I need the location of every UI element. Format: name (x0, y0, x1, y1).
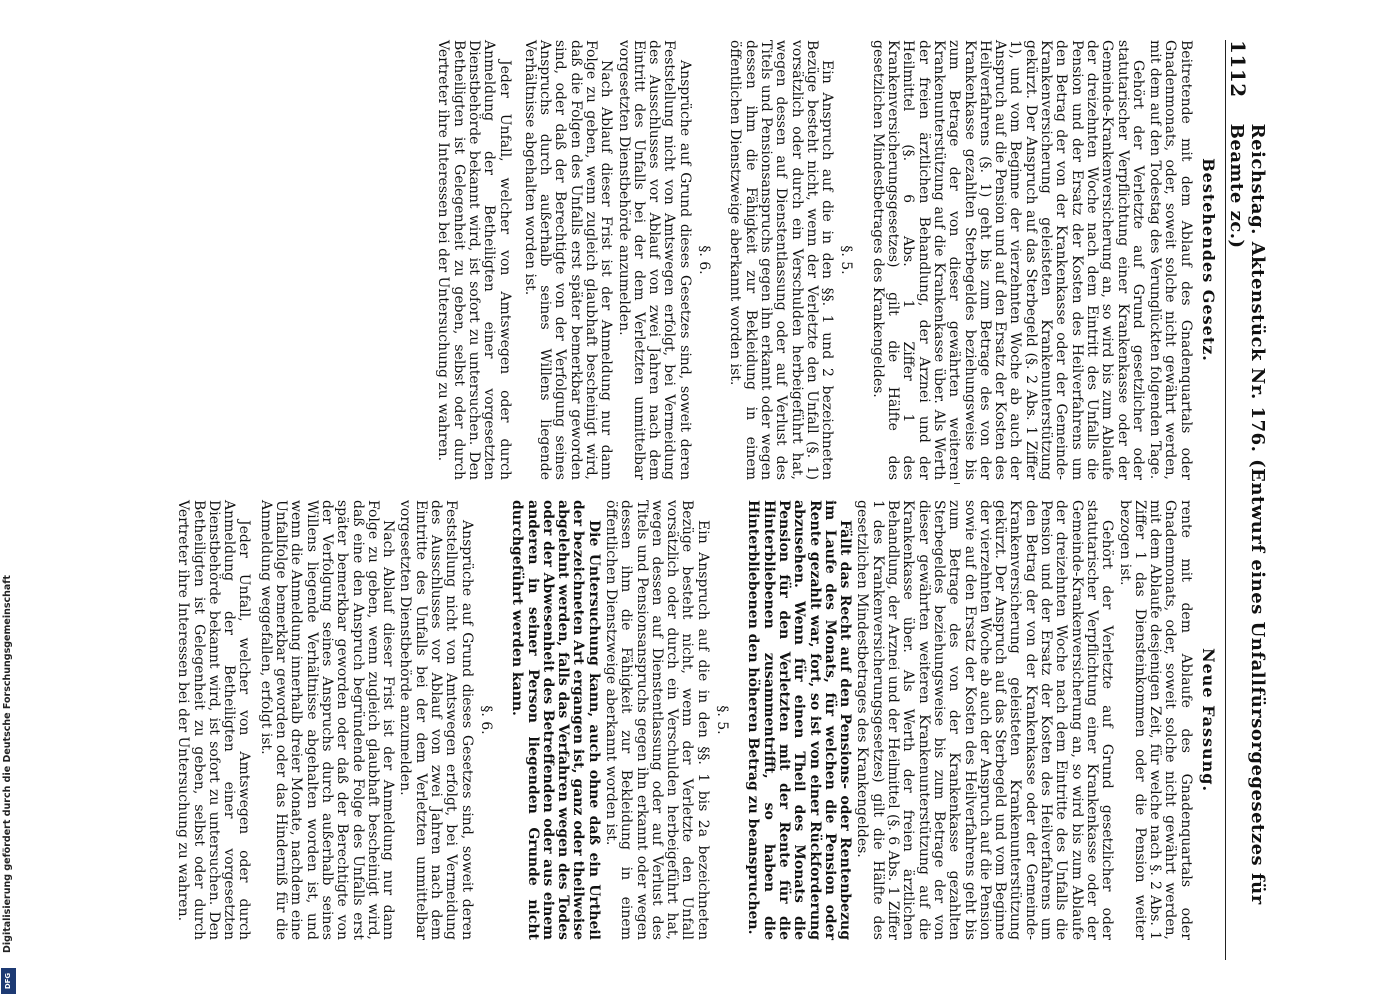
paragraph: Ein Anspruch auf die in den §§. 1 und 2 bezeichneten Bezüge besteht nicht, wenn der Verletzte den Unfall (§. 1) vorsätzlich oder durch ein Verschulden herbeigeführt hat, wegen dessen auf Dienstentlassung oder auf Verlust des Titels und Pensionsanspruchs gegen ihn erkannt oder wegen dessen ihm die Fähigkeit zur Bekleidung in einem öffentlichen Dienstzweige aberkannt worden ist. (727, 40, 836, 480)
section-heading: §. 5. (714, 705, 731, 735)
paragraph: Nach Ablauf dieser Frist ist der Anmeldung nur dann Folge zu geben, wenn zugleich glaubhaft bescheinigt wird, daß eine den Anspruch begründende Folge des Unfalls erst später bemerkbar geworden oder daß der Berechtigte von der Verfolgung seines Anspruchs durch außerhalb seines Willens liegende Verhältnisse abgehalten worden ist, und wenn die Anmeldung innerhalb dreier Monate, nachdem eine Unfallfolge bemerkbar geworden oder das Hinderniß für die Anmeldung weggefallen, erfolgt ist. (257, 500, 397, 940)
credit-text: Digitalisierung gefördert durch die Deutsche Forschungsgemeinschaft (2, 575, 13, 953)
digitization-credit (0, 0, 18, 1000)
left-column-existing-law (433, 40, 1220, 480)
paragraph: Jeder Unfall, welcher von Amtswegen oder durch Anmeldung der Betheiligten einer vorgesetzten Dienstbehörde bekannt wird, ist sofort zu untersuchen. Den Betheiligten ist Gelegenheit zu geben, selbst oder durch Vertreter ihre Interessen bei der Untersuchung zu wahren. (175, 500, 253, 940)
running-head: Reichstag. Aktenstück Nr. 176. (Entwurf eines Unfallfürsorgegesetzes für Beamte zc.) (1226, 123, 1268, 905)
dfg-logo (1, 968, 16, 994)
paragraph: Ansprüche auf Grund dieses Gesetzes sind, soweit deren Feststellung nicht von Amtswegen erfolgt, bei Vermeidung des Ausschlusses vor Ablauf von zwei Jahren nach dem Eintritt des Unfalls bei der dem Verletzten unmittelbar vorgesetzten Dienstbehörde anzumelden. (615, 40, 693, 480)
dfg-logo-text: DFG (4, 972, 13, 990)
section-heading: §. 6. (477, 705, 494, 735)
right-column-title: Neue Fassung. (1199, 647, 1218, 793)
paragraph: Gehört der Verletzte auf Grund gesetzlicher oder statutarischer Verpflichtung einer Krankenkasse oder der Gemeinde-Krankenversicherung an, so wird bis zum Ablaufe der dreizehnten Woche nach dem Eintritte des Unfalls die Pension und der Ersatz der Kosten des Heilverfahrens um den Betrag der von der Krankenkasse oder der Gemeinde-Krankenversicherung geleisteten Krankenunterstützung gekürzt. Der Anspruch auf das Sterbegeld und vom Beginne der vierzehnten Woche ab auch der Anspruch auf die Pension sowie auf den Ersatz der Kosten des Heilverfahrens geht bis zum Betrage des von der Krankenkasse gezahlten Sterbegeldes beziehungsweise bis zum Betrage der von dieser gewährten weiteren Krankenunterstützung auf die Krankenkasse über. Als Werth der freien ärztlichen Behandlung, der Arznei und der Heilmittel (§. 6 Abs. 1 Ziffer 1 des Krankenversicherungsgesetzes) gilt die Hälfte des gesetzlichen Mindestbetrages des Krankengeldes. (854, 500, 1116, 940)
section-heading: §. 5. (838, 245, 855, 275)
paragraph: Nach Ablauf dieser Frist ist der Anmeldung nur dann Folge zu geben, wenn zugleich glaubhaft bescheinigt wird, daß die Folgen des Unfalls erst später bemerkbar geworden sind, oder daß der Berechtigte von der Verfolgung seines Anspruchs durch außerhalb seines Willens liegende Verhältnisse abgehalten worden ist. (521, 40, 615, 480)
running-header (1225, 40, 1266, 960)
paragraph: Ein Anspruch auf die in den §§. 1 bis 2a bezeichneten Bezüge besteht nicht, wenn der Verletzte den Unfall vorsätzlich oder durch ein Verschulden herbeigeführt hat, wegen dessen auf Dienstentlassung oder auf Verlust des Titels und Pensionsanspruchs gegen ihn erkannt oder wegen dessen ihm die Fähigkeit zur Bekleidung in einem öffentlichen Dienstzweige aberkannt worden ist. (603, 500, 711, 940)
left-column-title: Bestehendes Gesetz. (1199, 158, 1218, 362)
column-divider (954, 483, 960, 484)
paragraph: Ansprüche auf Grund dieses Gesetzes sind, soweit deren Feststellung nicht von Amtswegen erfolgt, bei Vermeidung des Ausschlusses vor Ablauf von zwei Jahren nach dem Eintritte des Unfalls bei der dem Verletzten unmittelbar vorgesetzten Dienstbehörde anzumelden. (397, 500, 475, 940)
section-heading: §. 6. (696, 245, 713, 275)
page-number: 1112 (1226, 40, 1250, 98)
paragraph: Beitretende mit dem Ablauf des Gnadenquartals oder Gnadenmonats, oder, soweit solche nicht gewährt werden, mit dem auf den Todestag des Verunglückten folgenden Tage. (1147, 40, 1194, 480)
paragraph: Jeder Unfall, welcher von Amtswegen oder durch Anmeldung der Betheiligten einer vorgesetzten Dienstbehörde bekannt wird, ist sofort zu untersuchen. Den Betheiligten ist Gelegenheit zu geben, selbst oder durch Vertreter ihre Interessen bei der Untersuchung zu wahren. (435, 40, 513, 480)
right-column-new-version (173, 500, 1220, 940)
paragraph: Gehört der Verletzte auf Grund gesetzlicher oder statutarischer Verpflichtung einer Krankenkasse oder der Gemeinde-Krankenversicherung an, so wird bis zum Ablaufe der dreizehnten Woche nach dem Eintritt des Unfalls die Pension und der Ersatz der Kosten des Heilverfahrens um den Betrag der von der Krankenkasse oder der Gemeinde-Krankenversicherung geleisteten Krankenunterstützung gekürzt. Der Anspruch auf das Sterbegeld (§. 2 Abs. 1 Ziffer 1), und vom Beginne der vierzehnten Woche ab auch der Anspruch auf die Pension und auf den Ersatz der Kosten des Heilverfahrens (§. 1) geht bis zum Betrage des von der Krankenkasse gezahlten Sterbegeldes beziehungsweise bis zum Betrage der von dieser gewährten weiteren Krankenunterstützung auf die Krankenkasse über. Als Werth der freien ärztlichen Behandlung, der Arznei und der Heilmittel (§. 6 Abs. 1 Ziffer 1 des Krankenversicherungsgesetzes) gilt die Hälfte des gesetzlichen Mindestbetrages des Krankengeldes. (869, 40, 1146, 480)
paragraph-added-text: Die Untersuchung kann, auch ohne daß ein Urtheil der bezeichneten Art ergangen ist, ganz oder theilweise abgelehnt werden, falls das Verfahren wegen des Todes oder der Abwesenheit des Betreffenden oder aus einem anderen in seiner Person liegenden Grunde nicht durchgeführt werden kann. (509, 500, 602, 940)
paragraph-added-text: Fällt das Recht auf den Pensions- oder Rentenbezug im Laufe des Monats, für welchen die Pension oder Rente gezahlt war, fort, so ist von einer Rückforderung abzusehen. Wenn für einen Theil des Monats die Pension für den Verletzten mit der Rente für die Hinterbliebenen zusammentrifft, so haben die Hinterbliebenen den höheren Betrag zu beanspruchen. (745, 500, 854, 940)
paragraph: rente mit dem Ablaufe des Gnadenquartals oder Gnadenmonats, oder, soweit solche nicht gewährt werden, mit dem Ablaufe desjenigen Zeit, für welche nach §. 2 Abs. 1 Ziffer 1 das Diensteinkommen oder die Pension weiter bezogen ist. (1116, 500, 1194, 940)
